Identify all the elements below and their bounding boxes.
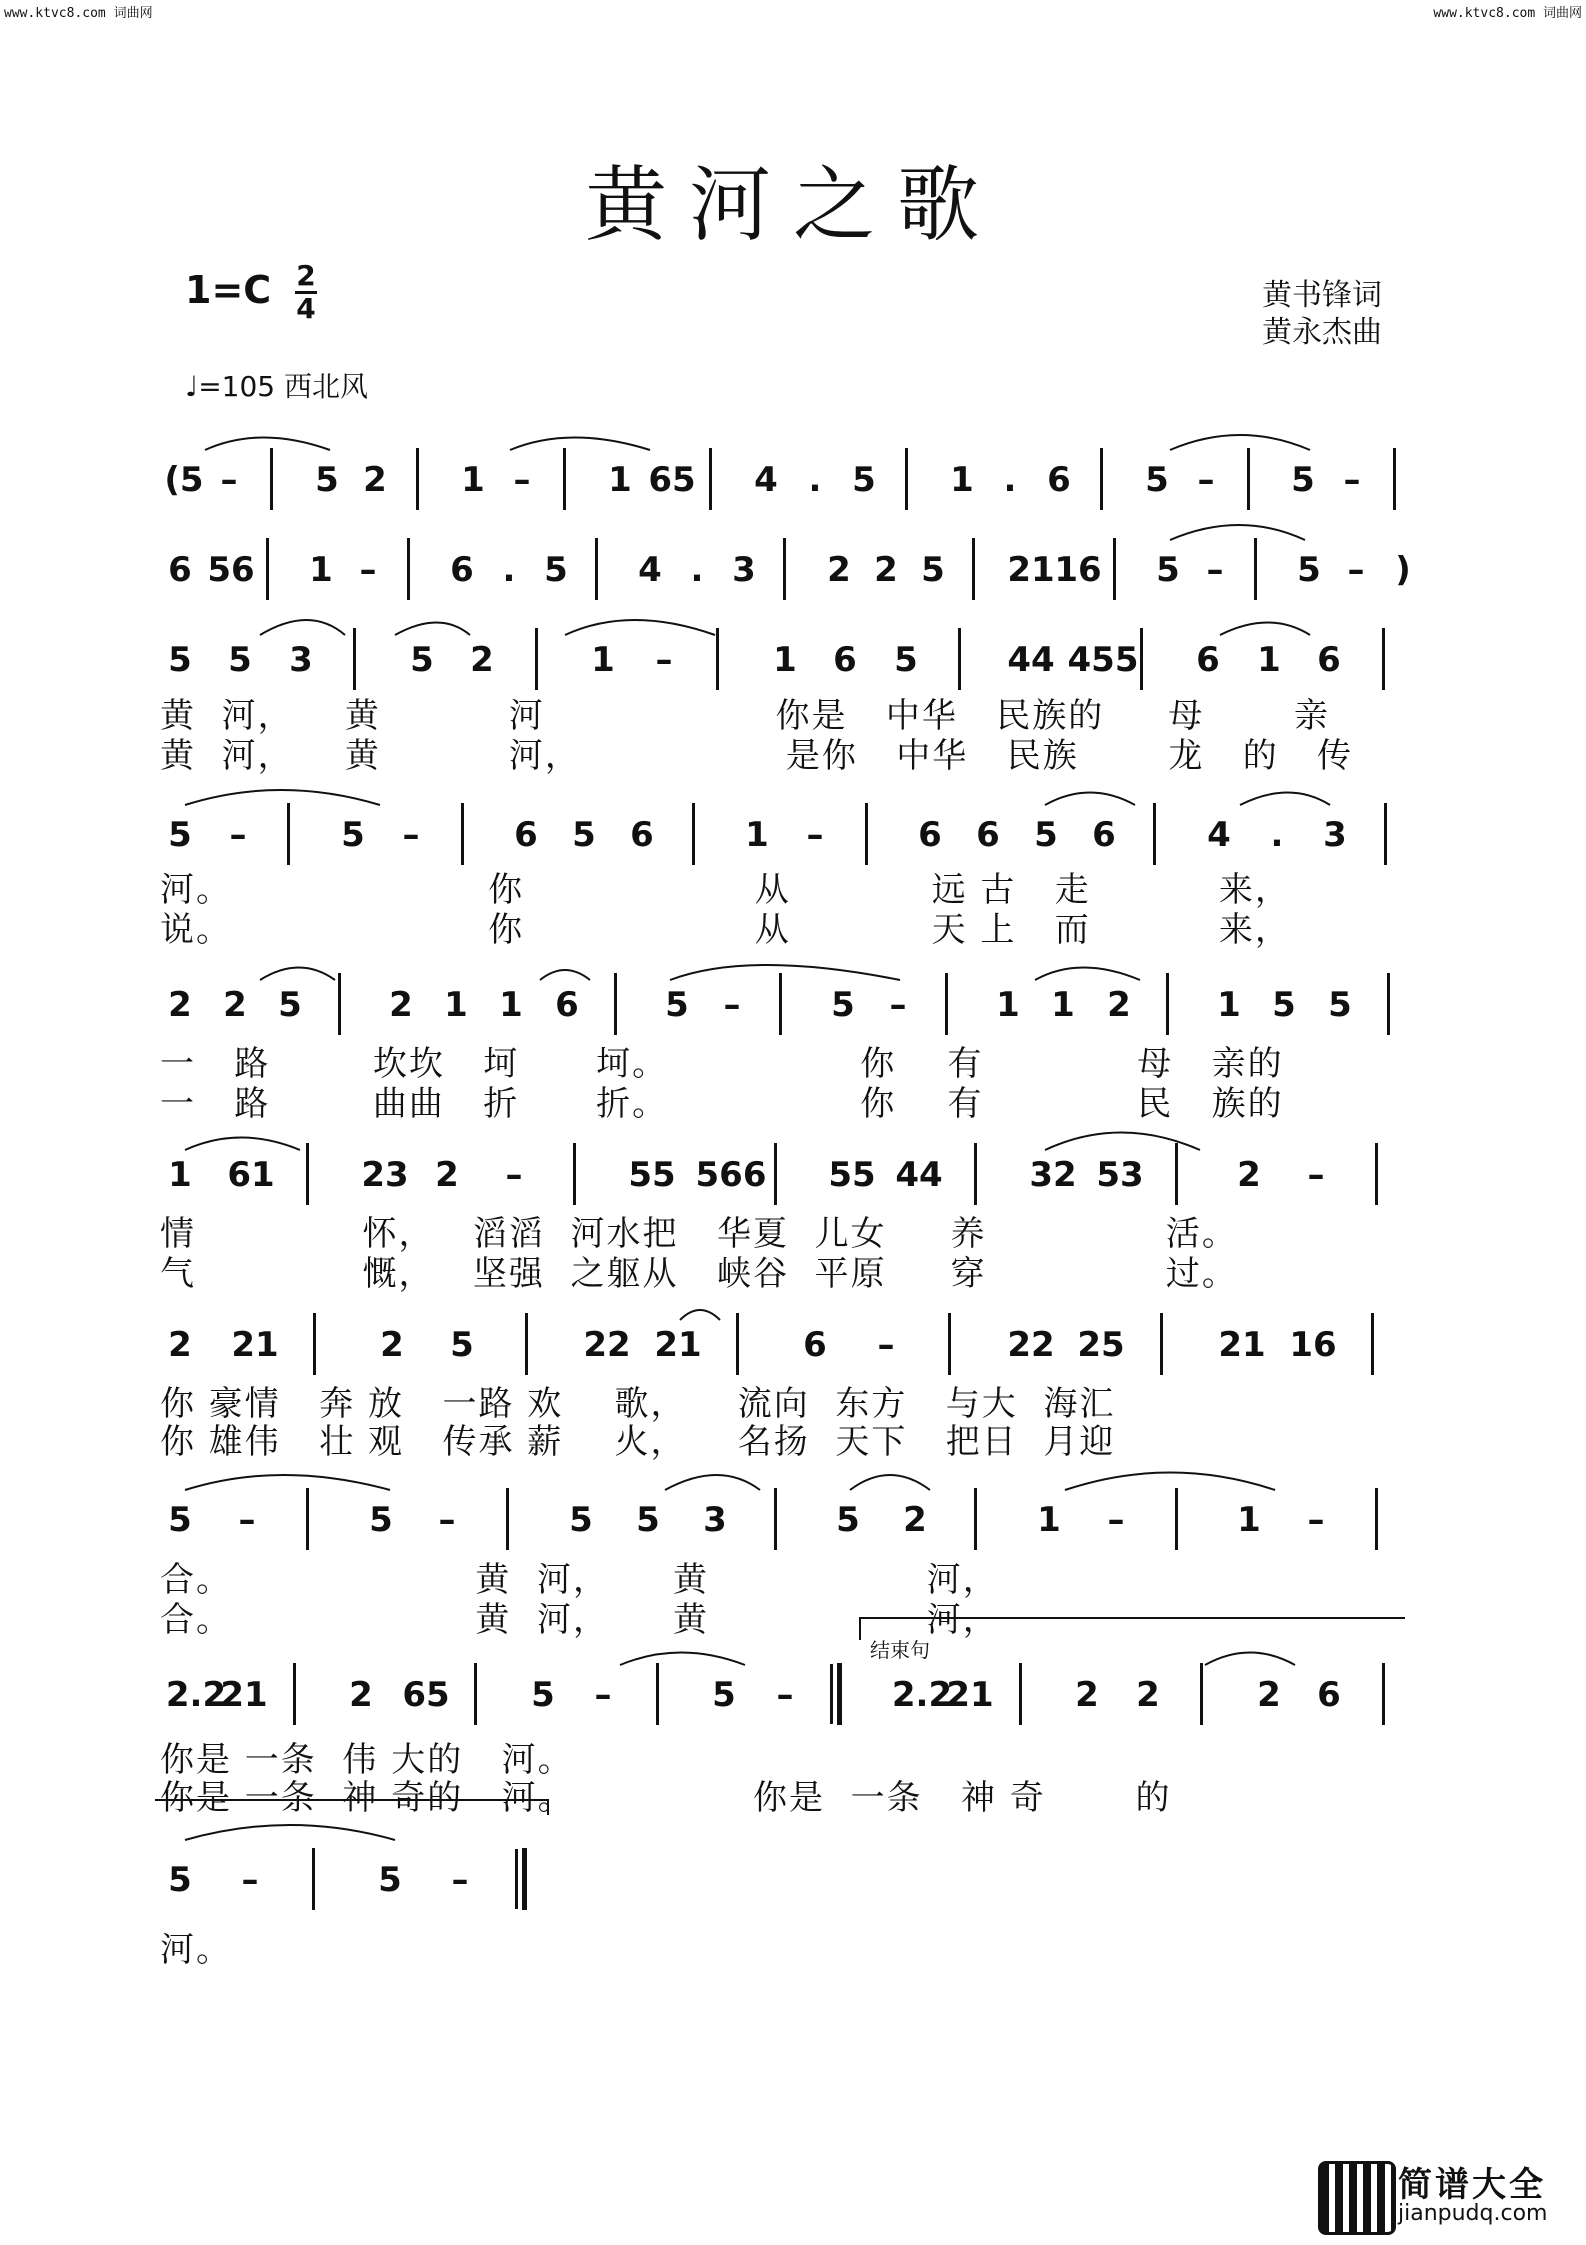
note: 1 <box>950 460 974 500</box>
lyric-line: 河。 你 从 远 古 走 来， <box>160 870 1291 910</box>
note: 65 <box>402 1675 450 1715</box>
lyric-line: 你是 一条 伟 大的 河。 <box>160 1740 574 1780</box>
note: – <box>806 815 824 855</box>
note: 3 <box>289 640 313 680</box>
site-header-right: www.ktvc8.com 词曲网 <box>1433 6 1582 21</box>
note: – <box>1206 550 1224 590</box>
note: 4 <box>754 460 778 500</box>
note: 5 <box>1291 460 1315 500</box>
note: 53 <box>1096 1155 1144 1195</box>
note: 2 <box>435 1155 459 1195</box>
note: 21 <box>220 1675 268 1715</box>
lyric-line: 情 怀， 滔滔 河水把 华夏 儿女 养 活。 <box>160 1214 1238 1254</box>
lyric-line: 黄 河， 黄 河， 是你 中华 民族 龙 的 传 <box>160 736 1354 776</box>
key-signature: 1=C <box>185 268 272 312</box>
note: 4 <box>638 550 662 590</box>
note: 2 <box>389 985 413 1025</box>
note: 455 <box>1067 640 1139 680</box>
lyric-line: 一 路 曲曲 折 折。 你 有 民 族的 <box>160 1084 1284 1124</box>
note: 2 <box>827 550 851 590</box>
note: 5 <box>278 985 302 1025</box>
note: 6 <box>976 815 1000 855</box>
note: 2 <box>168 985 192 1025</box>
note: 6 <box>555 985 579 1025</box>
note: 6 <box>1317 640 1341 680</box>
composer-credit: 黄永杰曲 <box>1262 315 1382 350</box>
note: 2 <box>168 1325 192 1365</box>
note: – <box>359 550 377 590</box>
note: – <box>1197 460 1215 500</box>
tempo-marking: ♩=105 西北风 <box>185 370 369 403</box>
note: 5 <box>894 640 918 680</box>
note: 2 <box>874 550 898 590</box>
note: 6 <box>514 815 538 855</box>
note: – <box>889 985 907 1025</box>
note: 2 <box>470 640 494 680</box>
note: 61 <box>227 1155 275 1195</box>
lyric-line: 你 雄伟 壮 观 传承 薪 火， 名扬 天下 把日 月迎 <box>160 1422 1116 1462</box>
lyric-line: 黄 河， 黄 河 你是 中华 民族的 母 亲 <box>160 696 1330 736</box>
lyric-line: 合。 黄 河， 黄 河， <box>160 1600 999 1640</box>
note: 2 <box>903 1500 927 1540</box>
piano-keys-icon <box>1318 2161 1396 2235</box>
note: 5 <box>836 1500 860 1540</box>
note: . <box>690 550 704 590</box>
note: 65 <box>648 460 696 500</box>
note: 1 <box>773 640 797 680</box>
note: 21 <box>1218 1325 1266 1365</box>
note: – <box>1307 1155 1325 1195</box>
note: 3 <box>732 550 756 590</box>
note: 16 <box>1054 550 1102 590</box>
note: 5 <box>636 1500 660 1540</box>
note: 6 <box>630 815 654 855</box>
note: 5 <box>1328 985 1352 1025</box>
lyric-line: 一 路 坎坎 坷 坷。 你 有 母 亲的 <box>160 1044 1284 1084</box>
lyric-line: 说。 你 从 天 上 而 来， <box>160 910 1291 950</box>
note: 22 <box>1007 1325 1055 1365</box>
note: 5 <box>1297 550 1321 590</box>
note: – <box>229 815 247 855</box>
note: 1 <box>461 460 485 500</box>
note: ) <box>1395 550 1411 590</box>
note: 5 <box>531 1675 555 1715</box>
note: 1 <box>168 1155 192 1195</box>
note: – <box>1343 460 1361 500</box>
meter-bottom: 4 <box>296 292 316 325</box>
note: 6 <box>918 815 942 855</box>
note: – <box>220 460 238 500</box>
note: 5 <box>378 1860 402 1900</box>
note: – <box>1347 550 1365 590</box>
note: 5 <box>168 1860 192 1900</box>
site-header-left: www.ktvc8.com 词曲网 <box>4 6 153 21</box>
note: 2.2 <box>891 1675 953 1715</box>
note: 2 <box>1257 1675 1281 1715</box>
note: 5 <box>712 1675 736 1715</box>
note: 22 <box>583 1325 631 1365</box>
note: 25 <box>1077 1325 1125 1365</box>
note: 2 <box>380 1325 404 1365</box>
note: 3 <box>1323 815 1347 855</box>
note: – <box>505 1155 523 1195</box>
note: 5 <box>1272 985 1296 1025</box>
note: 5 <box>921 550 945 590</box>
note: – <box>723 985 741 1025</box>
note: 1 <box>1217 985 1241 1025</box>
logo <box>1318 2157 1568 2235</box>
ending-label: 结束句 <box>870 1638 930 1662</box>
note: 1 <box>1037 1500 1061 1540</box>
note: 3 <box>703 1500 727 1540</box>
note: 32 <box>1029 1155 1077 1195</box>
note: 21 <box>946 1675 994 1715</box>
note: 5 <box>228 640 252 680</box>
note: 2.2 <box>165 1675 227 1715</box>
note: – <box>402 815 420 855</box>
note: 1 <box>591 640 615 680</box>
note: 5 <box>410 640 434 680</box>
note: 1 <box>309 550 333 590</box>
note: – <box>1307 1500 1325 1540</box>
note: 2 <box>1136 1675 1160 1715</box>
note: – <box>451 1860 469 1900</box>
note: 21 <box>654 1325 702 1365</box>
note: 44 <box>895 1155 943 1195</box>
note: 5 <box>572 815 596 855</box>
note: 5 <box>450 1325 474 1365</box>
note: 1 <box>608 460 632 500</box>
note: – <box>513 460 531 500</box>
note: 1 <box>745 815 769 855</box>
note: 5 <box>665 985 689 1025</box>
note: . <box>808 460 822 500</box>
note: 5 <box>1034 815 1058 855</box>
note: 56 <box>207 550 255 590</box>
note: 5 <box>852 460 876 500</box>
note: 2 <box>1075 1675 1099 1715</box>
note: 2 <box>363 460 387 500</box>
note: 55 <box>628 1155 676 1195</box>
note: 5 <box>369 1500 393 1540</box>
note: 6 <box>803 1325 827 1365</box>
note: 5 <box>168 1500 192 1540</box>
note: 6 <box>450 550 474 590</box>
note: – <box>877 1325 895 1365</box>
note: 44 <box>1007 640 1055 680</box>
note: 1 <box>1257 640 1281 680</box>
note: . <box>502 550 516 590</box>
note: 5 <box>1145 460 1169 500</box>
note: 2 <box>223 985 247 1025</box>
lyric-line: 河。 <box>160 1930 232 1970</box>
note: 6 <box>1092 815 1116 855</box>
note: 5 <box>1156 550 1180 590</box>
note: 6 <box>1196 640 1220 680</box>
note: 566 <box>695 1155 767 1195</box>
note: – <box>238 1500 256 1540</box>
note: 6 <box>1317 1675 1341 1715</box>
note: – <box>594 1675 612 1715</box>
note: . <box>1270 815 1284 855</box>
lyric-line: 你是 一条 神 奇的 河。 你是 一条 神 奇 的 <box>160 1778 1172 1818</box>
note: 1 <box>1237 1500 1261 1540</box>
note: – <box>438 1500 456 1540</box>
note: 1 <box>444 985 468 1025</box>
lyric-line: 你 豪情 奔 放 一路 欢 歌， 流向 东方 与大 海汇 <box>160 1384 1116 1424</box>
note: 4 <box>1207 815 1231 855</box>
note: – <box>776 1675 794 1715</box>
song-title: 黄河之歌 <box>584 158 1001 253</box>
note: 5 <box>569 1500 593 1540</box>
note: 6 <box>168 550 192 590</box>
note: 21 <box>1007 550 1055 590</box>
note: 6 <box>833 640 857 680</box>
note: (5 <box>164 460 204 500</box>
note: . <box>1003 460 1017 500</box>
note: – <box>1107 1500 1125 1540</box>
note: 5 <box>168 815 192 855</box>
note: 1 <box>499 985 523 1025</box>
lyricist-credit: 黄书锋词 <box>1262 278 1382 313</box>
note: – <box>655 640 673 680</box>
note: 1 <box>996 985 1020 1025</box>
lyric-line: 合。 黄 河， 黄 河， <box>160 1560 999 1600</box>
note: 6 <box>1047 460 1071 500</box>
lyric-line: 气 慨， 坚强 之躯从 峡谷 平原 穿 过。 <box>160 1254 1238 1294</box>
logo-text: 简谱大全 <box>1398 2165 1546 2205</box>
note: 5 <box>315 460 339 500</box>
logo-url: jianpudq.com <box>1398 2201 1548 2226</box>
note: 5 <box>168 640 192 680</box>
note: 23 <box>361 1155 409 1195</box>
note: 5 <box>341 815 365 855</box>
note: 5 <box>544 550 568 590</box>
note: 21 <box>231 1325 279 1365</box>
note: 1 <box>1051 985 1075 1025</box>
note: 55 <box>828 1155 876 1195</box>
note: 2 <box>1107 985 1131 1025</box>
meter-top: 2 <box>296 259 316 292</box>
note: – <box>241 1860 259 1900</box>
note: 5 <box>831 985 855 1025</box>
note: 2 <box>1237 1155 1261 1195</box>
note: 16 <box>1289 1325 1337 1365</box>
note: 2 <box>349 1675 373 1715</box>
